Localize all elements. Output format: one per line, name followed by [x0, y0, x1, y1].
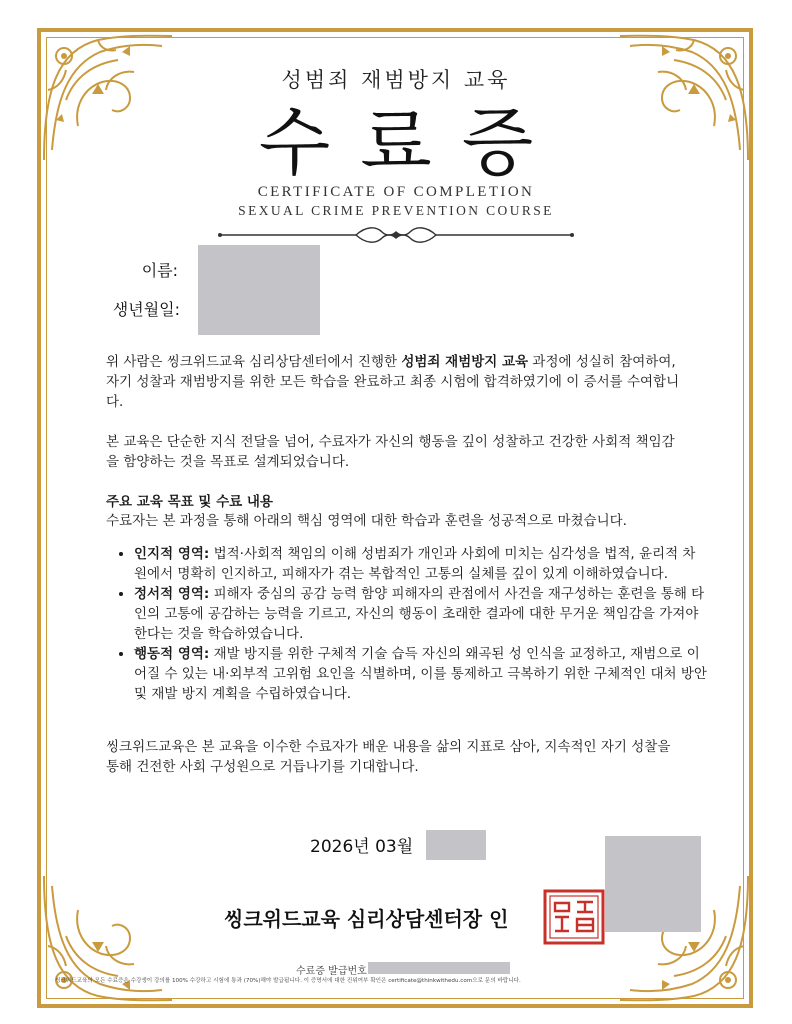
certificate-number-label: 수료증 발급번호: [296, 966, 367, 977]
goal-item-cognitive: [134, 544, 708, 584]
goal-item-behavioral: [134, 644, 708, 704]
corner-ornament-bottom-left: [38, 866, 178, 1006]
award-statement-part2: 과정에 성실히 참여하여, 자기 성찰과 재범방지를 위한 모든 학습을 완료하고 최종 시험에 합격하였기에 이 증서를 수여합니다.: [106, 354, 680, 410]
goal-text: 법적·사회적 책임의 이해 성범죄가 개인과 사회에 미치는 심각성을 법적, 윤리적 차원에서 명확히 인지하고, 피해자가 겪는 복합적인 고통의 실체를 깊이 있게 이해하였습니다.: [134, 546, 696, 582]
birthdate-label: 생년월일:: [112, 300, 180, 319]
name-label: 이름:: [141, 261, 178, 280]
award-statement: [106, 352, 686, 412]
verification-fineprint: 씽크위드교육의 모든 수료증은 수강생이 강의를 100% 수강하고 시험에 통과 (70%)해야 발급됩니다. 이 증명서에 대한 진위여부 확인은 certificate@thinkwithedu.com으로 문의 바랍니다.: [55, 978, 521, 984]
goal-item-emotional: [134, 584, 708, 644]
course-name-korean: 성범죄 재범방지 교육: [281, 68, 511, 92]
redacted-certificate-number: [368, 962, 510, 974]
goal-text: 피해자 중심의 공감 능력 함양 피해자의 관점에서 사건을 재구성하는 훈련을 통해 타인의 고통에 공감하는 능력을 기르고, 자신의 행동이 초래한 결과에 대한 무거운 책임감을 가져야 한다는 것을 학습하였습니다.: [134, 586, 705, 642]
goal-title: 정서적 영역:: [134, 586, 210, 602]
course-name-emphasis: 성범죄 재범방지 교육: [401, 354, 529, 370]
closing-paragraph: 씽크위드교육은 본 교육을 이수한 수료자가 배운 내용을 삶의 지표로 삼아, 지속적인 자기 성찰을 통해 건전한 사회 구성원으로 거듭나기를 기대합니다.: [106, 739, 671, 775]
certificate-title: 수료증: [258, 100, 564, 186]
goals-intro: 수료자는 본 과정을 통해 아래의 핵심 영역에 대한 학습과 훈련을 성공적으로 마쳤습니다.: [106, 513, 627, 529]
goals-heading: 주요 교육 목표 및 수료 내용: [106, 494, 273, 510]
goal-title: 행동적 영역:: [134, 646, 210, 662]
goal-title: 인지적 영역:: [134, 546, 210, 562]
redacted-recipient-info: [198, 245, 320, 335]
redacted-date-day: [426, 830, 486, 860]
goals-list: [108, 544, 708, 704]
official-seal-stamp: [543, 889, 605, 945]
award-statement-part1: 위 사람은 씽크위드교육 심리상담센터에서 진행한: [106, 354, 402, 370]
issuer-signature-line: 씽크위드교육 심리상담센터장 인: [224, 907, 509, 931]
course-purpose-paragraph: 본 교육은 단순한 지식 전달을 넘어, 수료자가 자신의 행동을 깊이 성찰하고 건강한 사회적 책임감을 함양하는 것을 목표로 설계되었습니다.: [106, 434, 675, 470]
goal-text: 재발 방지를 위한 구체적 기술 습득 자신의 왜곡된 성 인식을 교정하고, 재범으로 이어질 수 있는 내·외부적 고위험 요인을 식별하며, 이를 통제하고 극복하기 위한 구체적인 대처 방안 및 재발 방지 계획을 수립하였습니다.: [134, 646, 707, 702]
ornamental-divider: [216, 224, 576, 246]
redacted-signature: [605, 836, 701, 932]
issue-date: 2026년 03월: [310, 837, 414, 857]
certificate-english-title: CERTIFICATE OF COMPLETION: [257, 184, 535, 200]
course-english-title: SEXUAL CRIME PREVENTION COURSE: [238, 203, 554, 218]
